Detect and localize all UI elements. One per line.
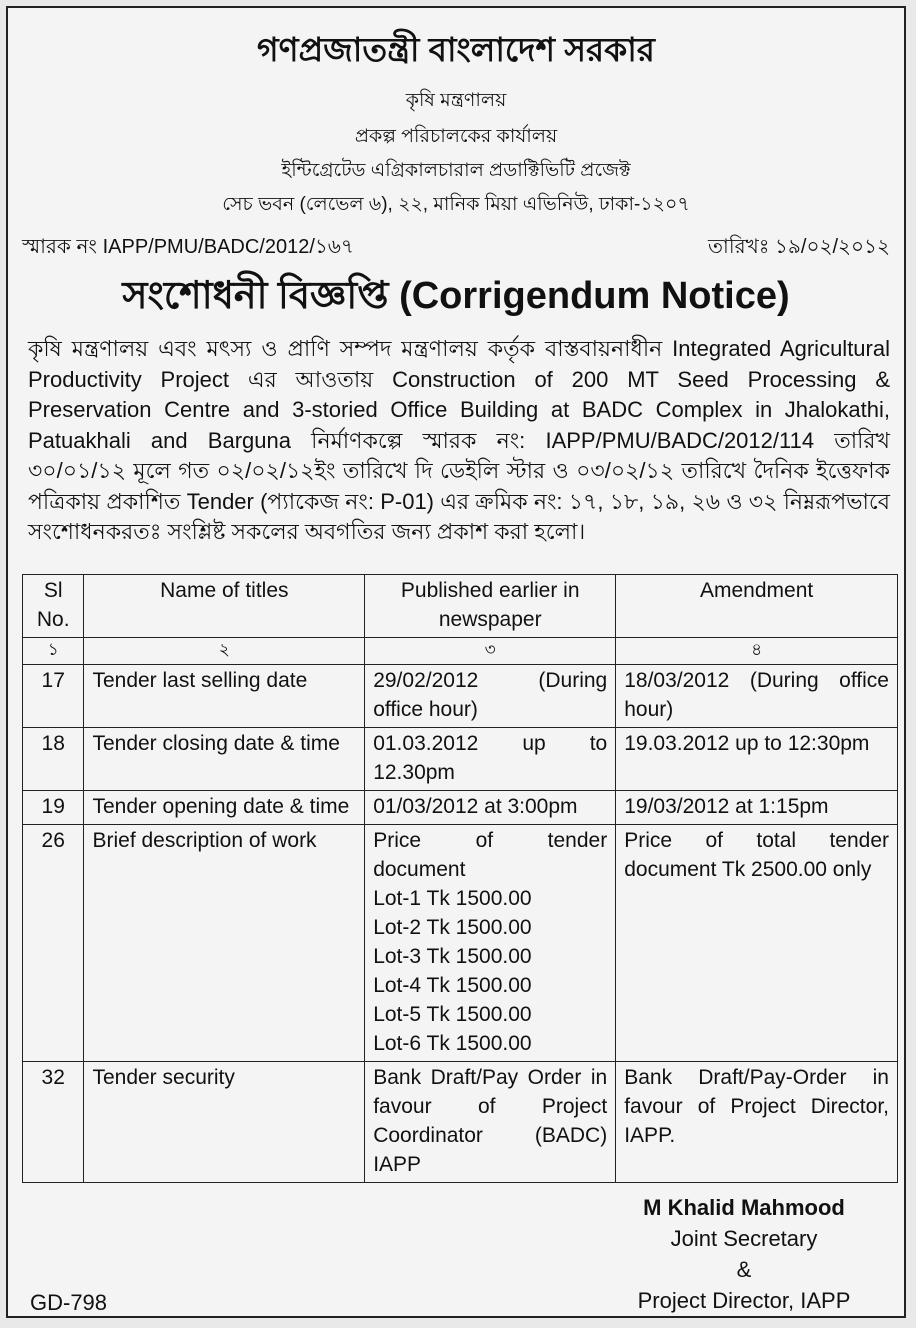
column-number: ১ — [23, 638, 84, 665]
signature-block — [614, 1192, 874, 1316]
row-sl: 17 — [23, 665, 84, 728]
signatory-name: M Khalid Mahmood — [643, 1195, 845, 1220]
ministry-line: কৃষি মন্ত্রণালয় — [405, 90, 507, 111]
lot-line: Lot-6 Tk 1500.00 — [373, 1032, 532, 1055]
lot-line: Lot-1 Tk 1500.00 — [373, 887, 532, 910]
lot-line: Lot-4 Tk 1500.00 — [373, 974, 532, 997]
table-row — [23, 1062, 898, 1183]
header-name: Name of titles — [84, 575, 365, 638]
project-line: ইন্টিগ্রেটেড এগ্রিকালচারাল প্রডাক্টিভিটি প্রজেক্ট — [281, 160, 631, 181]
government-heading: গণপ্রজাতন্ত্রী বাংলাদেশ সরকার — [257, 31, 655, 68]
signatory-title: Joint Secretary — [670, 1226, 818, 1251]
ad-code: GD-798 — [30, 1290, 108, 1315]
lot-line: Lot-5 Tk 1500.00 — [373, 1003, 532, 1026]
row-amendment: 19/03/2012 at 1:15pm — [616, 791, 898, 825]
row-sl: 26 — [23, 825, 84, 1062]
header-sl: Sl No. — [23, 575, 84, 638]
row-amendment: Price of total tender document Tk 2500.00 only — [616, 825, 898, 1062]
row-sl: 18 — [23, 728, 84, 791]
row-title: Tender opening date & time — [84, 791, 365, 825]
row-title: Tender last selling date — [84, 665, 365, 728]
lot-line: Lot-3 Tk 1500.00 — [373, 945, 532, 968]
column-number: ২ — [84, 638, 365, 665]
row-title: Tender closing date & time — [84, 728, 365, 791]
column-number-row — [23, 638, 898, 665]
memo-number: স্মারক নং IAPP/PMU/BADC/2012/১৬৭ — [22, 236, 354, 258]
row-published: Bank Draft/Pay Order in favour of Project Coordinator (BADC) IAPP — [365, 1062, 616, 1183]
column-number: ৩ — [365, 638, 616, 665]
row-amendment: 18/03/2012 (During office hour) — [616, 665, 898, 728]
row-published: 29/02/2012 (During office hour) — [365, 665, 616, 728]
office-line: প্রকল্প পরিচালকের কার্যালয় — [354, 126, 558, 147]
notice-page — [6, 6, 906, 1318]
notice-body: কৃষি মন্ত্রণালয় এবং মৎস্য ও প্রাণি সম্পদ মন্ত্রণালয় কর্তৃক বাস্তবায়নাধীন Integrated Agricultural Productivity Project এর আওতায় Construction of 200 MT Seed Processing & Preservation Centre and 3-storied Office Building at BADC Complex in Jhalokathi, Patuakhali and Barguna নির্মাণকল্পে স্মারক নং: IAPP/PMU/BADC/2012/114 তারিখ ৩০/০১/১২ মূলে গত ০২/০২/১২ইং তারিখে দি ডেইলি স্টার ও ০৩/০২/১২ তারিখে দৈনিক ইত্তেফাক পত্রিকায় প্রকাশিত Tender (প্যাকেজ নং: P-01) এর ক্রমিক নং: ১৭, ১৮, ১৯, ২৬ ও ৩২ নিম্নরূপভাবে সংশোধনকরতঃ সংশ্লিষ্ট সকলের অবগতির জন্য প্রকাশ করা হলো। — [28, 336, 890, 544]
row-amendment: 19.03.2012 up to 12:30pm — [616, 728, 898, 791]
row-title: Brief description of work — [84, 825, 365, 1062]
row-published: 01/03/2012 at 3:00pm — [365, 791, 616, 825]
lot-line: Lot-2 Tk 1500.00 — [373, 916, 532, 939]
column-number: ৪ — [616, 638, 898, 665]
table-row — [23, 791, 898, 825]
row-sl: 19 — [23, 791, 84, 825]
header-amendment: Amendment — [616, 575, 898, 638]
table-row — [23, 825, 898, 1062]
signatory-ampersand: & — [736, 1257, 752, 1282]
address-line: সেচ ভবন (লেভেল ৬), ২২, মানিক মিয়া এভিনিউ, ঢাকা-১২০৭ — [222, 194, 690, 215]
signatory-position: Project Director, IAPP — [637, 1288, 851, 1313]
table-row — [23, 665, 898, 728]
row-title: Tender security — [84, 1062, 365, 1183]
header-published: Published earlier in newspaper — [365, 575, 616, 638]
notice-date: তারিখঃ ১৯/০২/২০১২ — [708, 236, 890, 258]
row-published: 01.03.2012 up to 12.30pm — [365, 728, 616, 791]
table-row — [23, 728, 898, 791]
amendment-table — [22, 574, 898, 1183]
table-header-row — [23, 575, 898, 638]
row-sl: 32 — [23, 1062, 84, 1183]
row-published — [365, 825, 616, 1062]
published-intro: Price of tender document — [373, 829, 608, 881]
notice-title: সংশোধনী বিজ্ঞপ্তি (Corrigendum Notice) — [122, 275, 790, 317]
row-amendment: Bank Draft/Pay-Order in favour of Project Director, IAPP. — [616, 1062, 898, 1183]
